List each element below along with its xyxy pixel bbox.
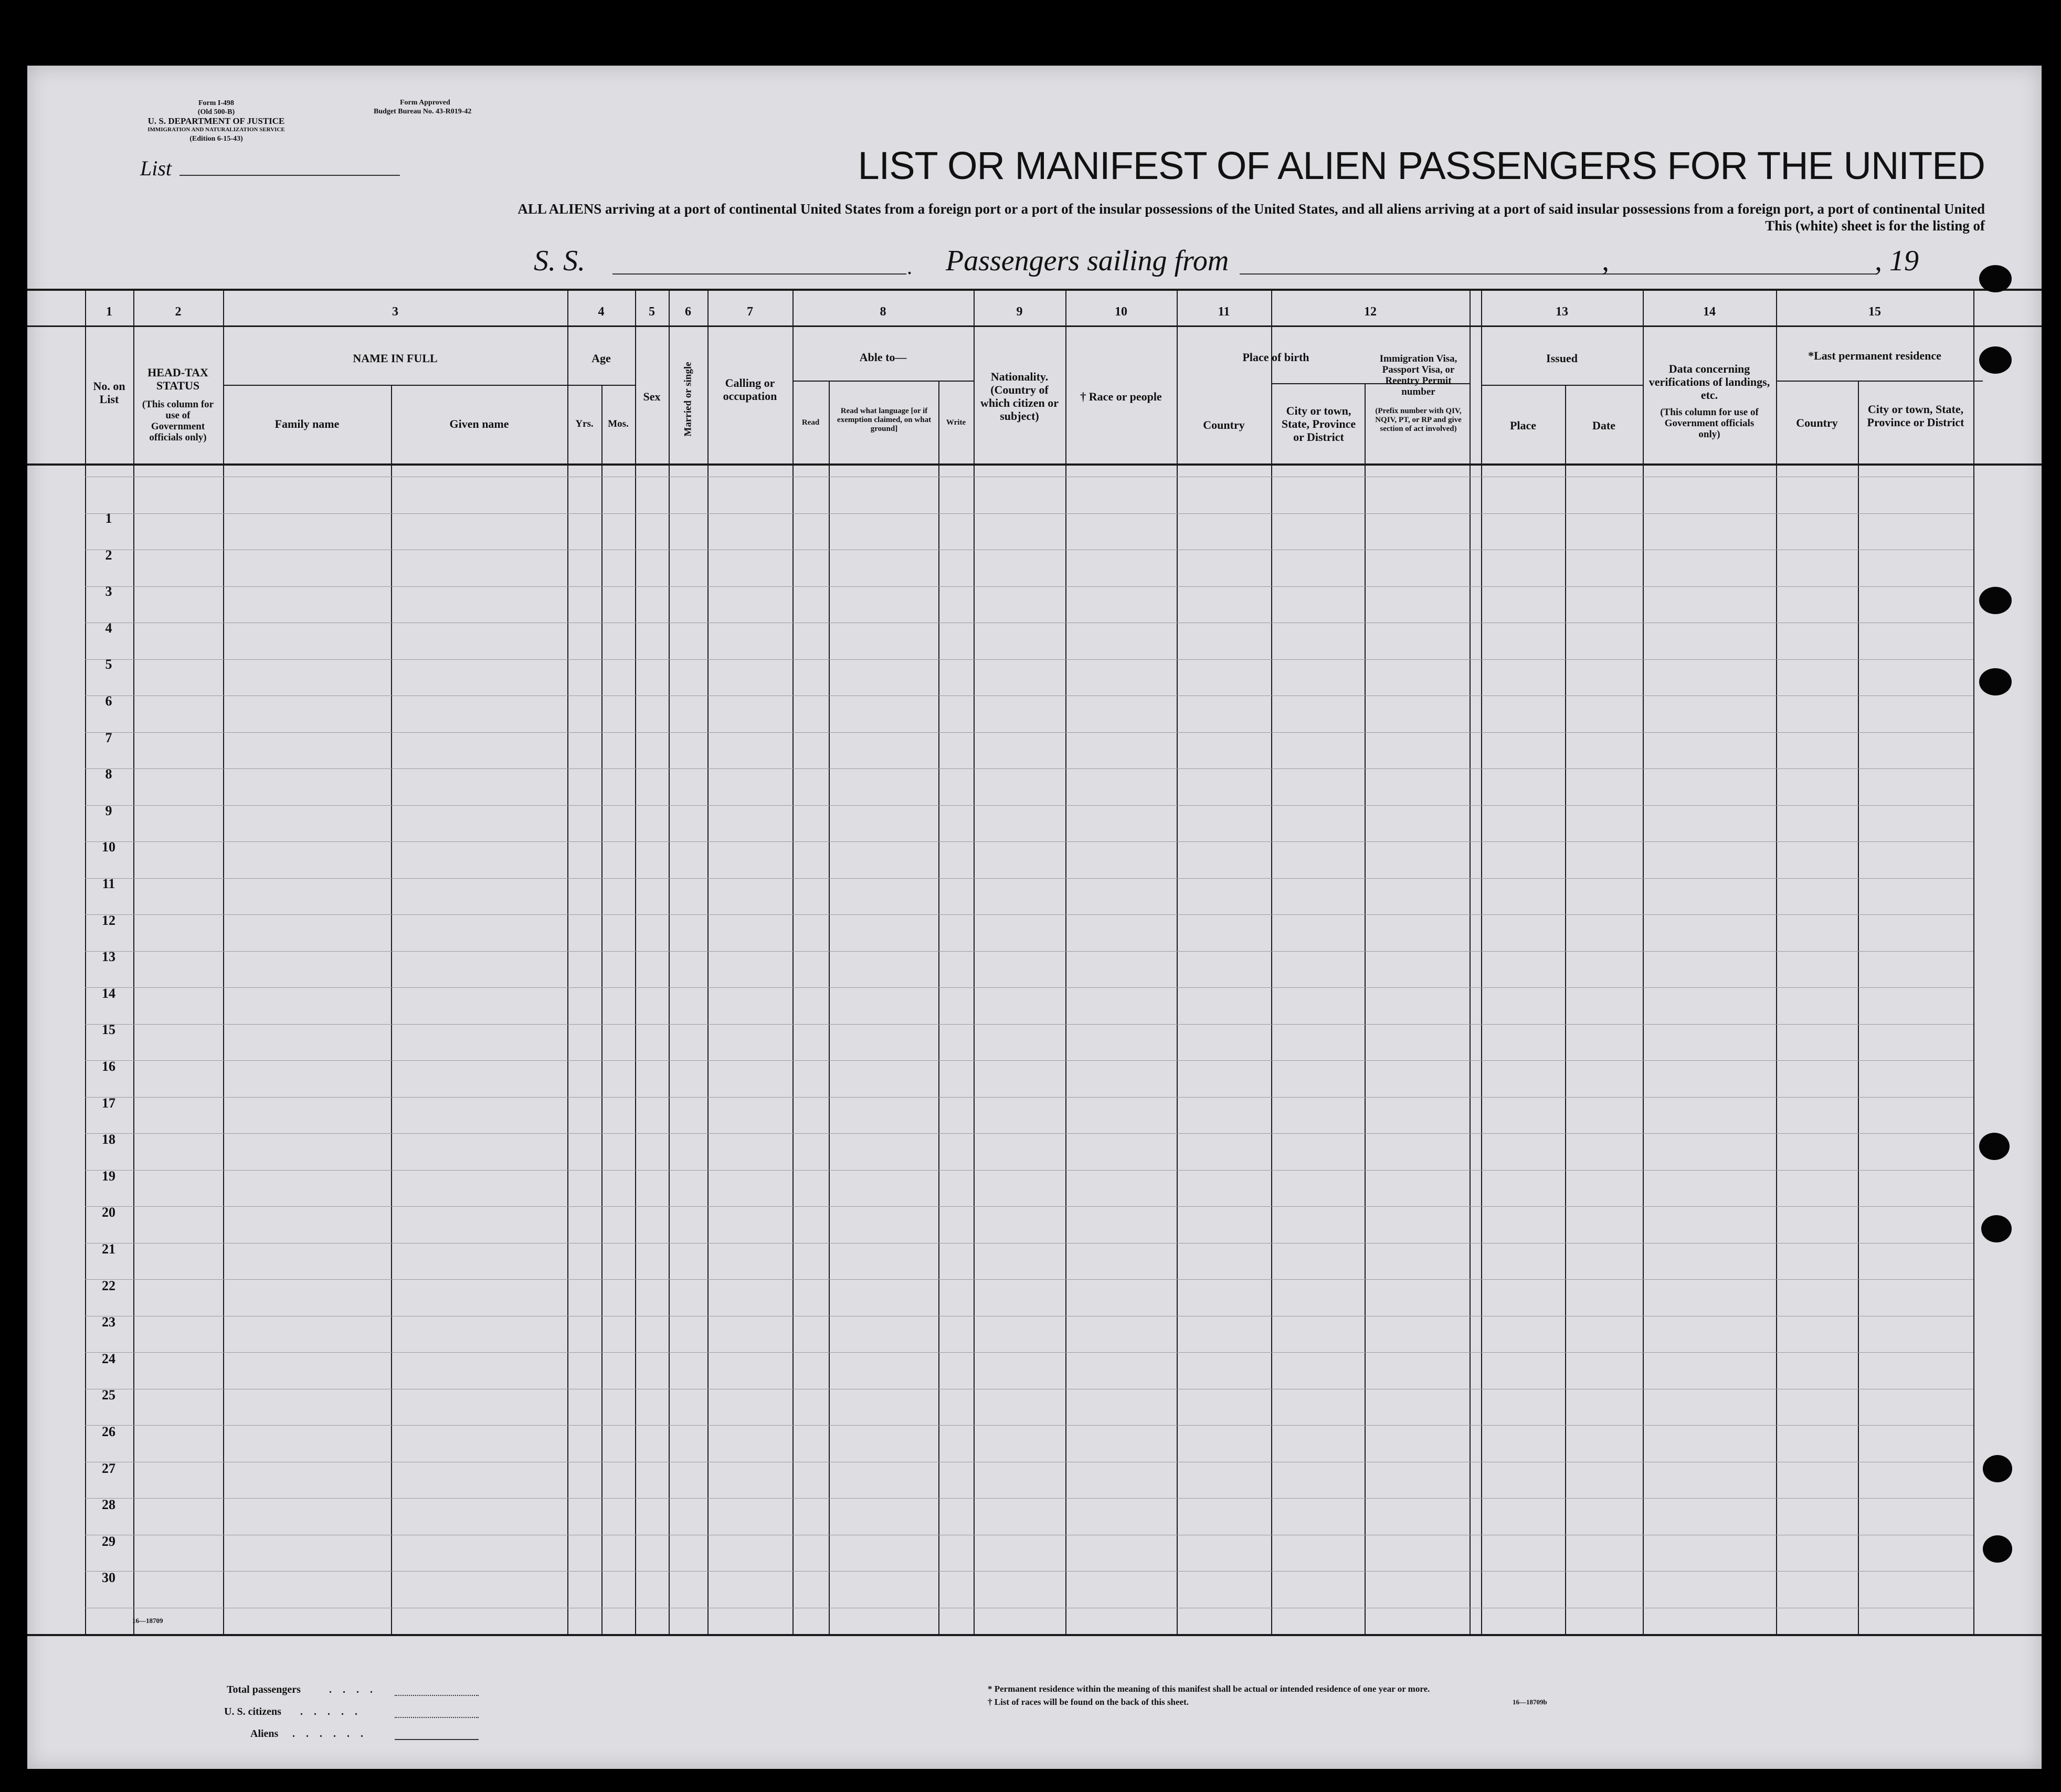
vline	[567, 289, 568, 1635]
print-code-left: 16—18709	[132, 1617, 163, 1625]
table-bottom-border	[27, 1634, 2042, 1636]
vline	[391, 385, 392, 1635]
row-number: 15	[102, 1022, 115, 1038]
binder-hole	[1983, 1455, 2012, 1482]
vline	[1973, 289, 1974, 1635]
col-number-line	[27, 325, 2042, 327]
col-6-number: 6	[685, 305, 691, 319]
vline	[133, 289, 134, 1635]
vline	[669, 289, 670, 1635]
col-3-number: 3	[392, 305, 398, 319]
vline	[1643, 289, 1644, 1635]
header-age: Age	[591, 352, 611, 365]
vline	[1565, 385, 1566, 1635]
row-line	[85, 987, 1973, 988]
vline	[938, 381, 939, 1635]
row-number: 20	[102, 1205, 115, 1220]
sailing-label: Passengers sailing from	[946, 245, 1229, 277]
edition: (Edition 6-15-43)	[189, 135, 243, 143]
row-line	[85, 1170, 1973, 1171]
row-number: 13	[102, 949, 115, 965]
col-7-number: 7	[747, 305, 753, 319]
row-line	[85, 878, 1973, 879]
header-married-single: Married or single	[682, 362, 694, 437]
comma: ,	[1602, 245, 1609, 277]
vline	[85, 289, 86, 1635]
header-data-note: (This column for use of Government officials only)	[1660, 407, 1759, 440]
name-subline	[223, 385, 567, 386]
header-calling: Calling or occupation	[723, 376, 777, 403]
vline	[974, 289, 975, 1635]
list-label: List	[140, 156, 172, 180]
header-name-in-full: NAME IN FULL	[353, 352, 438, 365]
row-number: 9	[105, 803, 112, 818]
col-12-number: 12	[1364, 305, 1377, 319]
header-given-name: Given name	[449, 417, 509, 430]
header-place-of-birth: Place of birth	[1242, 351, 1309, 364]
row-number: 26	[102, 1424, 115, 1439]
header-read-language: Read what language [or if exemption claimed, on what ground]	[837, 407, 932, 433]
subtitle-line-2: This (white) sheet is for the listing of	[1765, 218, 1985, 234]
header-visa: Immigration Visa, Passport Visa, or Reentry Permit number	[1379, 353, 1457, 397]
page-title: LIST OR MANIFEST OF ALIEN PASSENGERS FOR THE UNITED	[858, 144, 1985, 187]
total-passengers-label: Total passengers	[227, 1684, 301, 1695]
vline	[1177, 289, 1178, 1635]
vline	[1481, 289, 1482, 1635]
form-approved: Form Approved	[400, 99, 450, 107]
department: U. S. DEPARTMENT OF JUSTICE	[147, 116, 285, 126]
col-4-number: 4	[598, 305, 605, 319]
vline	[601, 385, 603, 1635]
col-9-number: 9	[1016, 305, 1023, 319]
aliens-blank[interactable]	[395, 1739, 479, 1740]
binder-hole	[1979, 668, 2012, 695]
binder-hole	[1979, 1133, 2010, 1160]
sailing-from-blank	[1240, 273, 1633, 275]
vline	[829, 381, 830, 1635]
row-number: 29	[102, 1533, 115, 1549]
header-birth-city: City or town, State, Province or District	[1281, 404, 1356, 444]
vline	[223, 289, 224, 1635]
header-issued-date: Date	[1592, 419, 1615, 432]
header-bottom-border	[27, 463, 2042, 466]
form-old-number: (Old 500-B)	[197, 108, 235, 116]
header-read: Read	[801, 418, 820, 427]
row-number: 8	[105, 766, 112, 782]
header-visa-note: (Prefix number with QIV, NQIV, PT, or RP and give section of act involved)	[1375, 407, 1462, 433]
header-yrs: Yrs.	[575, 418, 594, 429]
header-able-to: Able to—	[859, 351, 907, 364]
row-number: 1	[105, 511, 112, 526]
row-line	[85, 1352, 1973, 1353]
row-number: 27	[102, 1460, 115, 1476]
total-passengers-dots: . . . .	[329, 1684, 377, 1695]
row-line	[85, 1571, 1973, 1572]
row-line	[85, 1024, 1973, 1025]
row-line	[85, 513, 1973, 514]
header-nationality: Nationality. (Country of which citizen or subject)	[980, 370, 1059, 423]
header-issued: Issued	[1546, 352, 1578, 365]
footnote-races: † List of races will be found on the back of this sheet.	[988, 1697, 1189, 1707]
row-line	[85, 951, 1973, 952]
col-14-number: 14	[1703, 305, 1716, 319]
header-last-residence: *Last permanent residence	[1808, 349, 1941, 362]
col-8-number: 8	[880, 305, 886, 319]
footnote-residence: * Permanent residence within the meaning of this manifest shall be actual or intended residence of one year or more.	[988, 1684, 1430, 1694]
ss-label: S. S.	[534, 245, 585, 277]
binder-hole	[1981, 1215, 2012, 1242]
row-line	[85, 1060, 1973, 1061]
col-5-number: 5	[649, 305, 655, 319]
header-issued-place: Place	[1509, 419, 1537, 432]
row-number: 24	[102, 1351, 115, 1366]
row-number: 7	[105, 730, 112, 745]
budget-bureau: Budget Bureau No. 43-R019-42	[374, 108, 472, 115]
col-13-number: 13	[1556, 305, 1568, 319]
vline	[1470, 289, 1471, 1635]
binder-hole	[1983, 1535, 2012, 1563]
row-number: 23	[102, 1314, 115, 1330]
vline	[707, 289, 709, 1635]
print-code-right: 16—18709b	[1513, 1698, 1547, 1706]
header-data-concerning: Data concerning verifications of landings, etc.	[1648, 362, 1770, 402]
col-1-number: 1	[106, 305, 112, 319]
date-blank	[1625, 273, 1877, 275]
row-number: 2	[105, 547, 112, 563]
row-number: 28	[102, 1497, 115, 1513]
aliens-dots: . . . . . .	[292, 1728, 367, 1740]
row-line	[85, 841, 1973, 842]
vline	[1065, 289, 1066, 1635]
ss-dot: .	[907, 255, 912, 279]
row-number: 14	[102, 985, 115, 1001]
header-write: Write	[946, 418, 966, 427]
manifest-sheet	[27, 66, 2042, 1769]
row-line	[85, 1206, 1973, 1207]
aliens-label: Aliens	[250, 1728, 279, 1740]
approval	[374, 98, 531, 116]
row-line	[85, 1425, 1973, 1426]
header-mos: Mos.	[608, 418, 629, 429]
row-number: 16	[102, 1059, 115, 1074]
vline	[1365, 383, 1366, 1635]
row-number: 5	[105, 657, 112, 672]
us-citizens-blank[interactable]	[395, 1717, 479, 1718]
vline	[1271, 289, 1272, 1635]
row-number: 3	[105, 584, 112, 599]
row-line	[85, 1279, 1973, 1280]
header-family-name: Family name	[274, 417, 340, 430]
service: IMMIGRATION AND NATURALIZATION SERVICE	[147, 127, 285, 133]
row-number: 22	[102, 1278, 115, 1293]
row-number: 4	[105, 620, 112, 636]
form-number: Form I-498	[198, 99, 235, 107]
row-line	[85, 659, 1973, 660]
col-11-number: 11	[1218, 305, 1230, 319]
form-info	[122, 99, 311, 143]
binder-hole	[1979, 587, 2012, 614]
row-number: 17	[102, 1095, 115, 1111]
year-label: , 19	[1875, 245, 1919, 277]
able-subline	[792, 381, 974, 382]
residence-subline	[1776, 381, 1983, 382]
table-top-border	[27, 289, 2042, 291]
header-birth-country: Country	[1203, 418, 1245, 431]
row-line	[85, 732, 1973, 733]
binder-hole	[1979, 346, 2012, 374]
header-head-tax-note: (This column for use of Government officials only)	[142, 399, 214, 443]
ss-blank	[612, 273, 906, 275]
row-number: 18	[102, 1132, 115, 1147]
row-line	[85, 1097, 1973, 1098]
col-15-number: 15	[1868, 305, 1881, 319]
vline	[635, 289, 636, 1635]
header-residence-city: City or town, State, Province or District	[1867, 403, 1964, 429]
row-line	[85, 586, 1973, 587]
list-blank	[179, 175, 400, 176]
header-no-on-list: No. on List	[93, 380, 125, 406]
row-line	[85, 1133, 1973, 1134]
row-number: 30	[102, 1570, 115, 1586]
row-number: 12	[102, 912, 115, 928]
col-2-number: 2	[175, 305, 182, 319]
us-citizens-label: U. S. citizens	[224, 1706, 281, 1717]
issued-subline	[1481, 385, 1643, 386]
row-number: 19	[102, 1168, 115, 1184]
row-number: 21	[102, 1241, 115, 1257]
row-number: 6	[105, 693, 112, 709]
total-passengers-blank[interactable]	[395, 1695, 479, 1696]
row-line	[85, 914, 1973, 915]
vline	[792, 289, 794, 1635]
row-line	[85, 805, 1973, 806]
vline	[1776, 289, 1777, 1635]
row-line	[85, 695, 1973, 696]
vline	[1858, 381, 1859, 1635]
row-number: 11	[102, 876, 115, 891]
col-10-number: 10	[1115, 305, 1127, 319]
header-residence-country: Country	[1796, 416, 1838, 429]
row-line	[85, 768, 1973, 769]
row-line	[85, 1498, 1973, 1499]
binder-hole	[1979, 265, 2012, 292]
subtitle-line-1: ALL ALIENS arriving at a port of continental United States from a foreign port or a port of the insular possessions of the United States, and all aliens arriving at a port of said insular possessions from a foreign port, a port of continental United	[517, 201, 1985, 217]
header-head-tax: HEAD-TAX STATUS	[147, 366, 208, 392]
header-sex: Sex	[643, 390, 661, 403]
row-number: 25	[102, 1387, 115, 1403]
us-citizens-dots: . . . . .	[300, 1706, 362, 1717]
header-race: † Race or people	[1080, 390, 1162, 403]
row-number: 10	[102, 839, 115, 855]
